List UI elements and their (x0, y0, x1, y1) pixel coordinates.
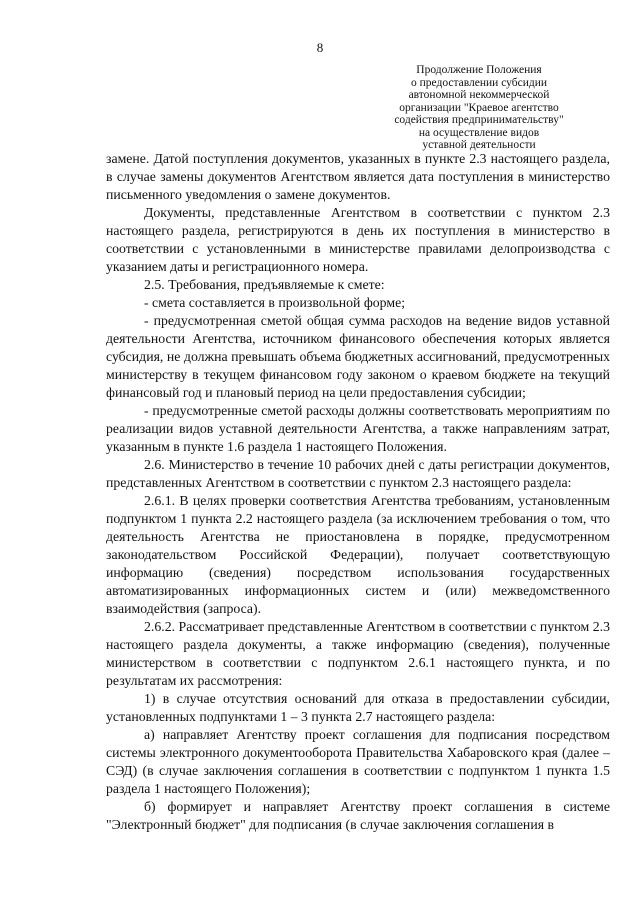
paragraph: замене. Датой поступления документов, указанных в пункте 2.3 настоящего раздела, в случае замены документов Агентством является дата поступления в министерство письменного уведомления о замене документов. (106, 151, 610, 202)
header-note (374, 64, 584, 152)
header-line: на осуществление видов (418, 126, 540, 139)
paragraph: 2.6.1. В целях проверки соответствия Агентства требованиям, установленным подпунктом 1 пункта 2.2 настоящего раздела (за исключением требования о том, что деятельность Агентства не приостановлена в порядке, предусмотренном законодательством Российской Федерации), получает соответствующую информацию (сведения) посредством использования государственных автоматизированных информационных систем и (или) межведомственного взаимодействия (запроса). (106, 493, 610, 616)
header-line: автономной некоммерческой (408, 89, 550, 101)
header-line: организации "Краевое агентство (399, 101, 559, 114)
paragraph: а) направляет Агентству проект соглашения для подписания посредством системы электронного документооборота Правительства Хабаровского края (далее – СЭД) (в случае заключения соглашения в соответствии с подпунктом 1 пункта 1.5 раздела 1 настоящего Положения); (106, 727, 610, 796)
paragraph: б) формирует и направляет Агентству проект соглашения в системе "Электронный бюджет" для подписания (в случае заключения соглашения в (106, 799, 610, 832)
document-body (106, 150, 610, 834)
paragraph: - предусмотренные сметой расходы должны соответствовать мероприятиям по реализации видов уставной деятельности Агентства, а также направлениям затрат, указанным в пункте 1.6 раздела 1 настоящего Положения. (106, 403, 610, 454)
header-line: Продолжение Положения (416, 64, 542, 76)
header-line: уставной деятельности (422, 139, 536, 151)
header-line: о предоставлении субсидии (410, 76, 548, 89)
page-number: 8 (316, 40, 324, 55)
paragraph: - смета составляется в произвольной форме; (144, 295, 406, 310)
paragraph: 1) в случае отсутствия оснований для отказа в предоставлении субсидии, установленных подпунктами 1 – 3 пункта 2.7 настоящего раздела: (106, 691, 610, 724)
paragraph: 2.6.2. Рассматривает представленные Агентством в соответствии с пунктом 2.3 настоящего раздела документы, а также информацию (сведения), полученные министерством в соответствии с подпунктом 2.6.1 настоящего пункта, и по результатам их рассмотрения: (106, 619, 610, 688)
paragraph: 2.6. Министерство в течение 10 рабочих дней с даты регистрации документов, представленных Агентством в соответствии с пунктом 2.3 настоящего раздела: (106, 457, 610, 490)
paragraph: 2.5. Требования, предъявляемые к смете: (144, 277, 385, 292)
paragraph: - предусмотренная сметой общая сумма расходов на ведение видов уставной деятельности Агентства, источником финансового обеспечения которых является субсидия, не должна превышать объема бюджетных ассигнований, предусмотренных министерству в текущем финансовом году законом о краевом бюджете на текущий финансовый год и плановый период на цели предоставления субсидии; (106, 313, 610, 400)
header-line: содействия предпринимательству" (394, 114, 564, 126)
paragraph: Документы, представленные Агентством в соответствии с пунктом 2.3 настоящего раздела, регистрируются в день их поступления в министерство в соответствии с установленными в министерстве правилами делопроизводства с указанием даты и регистрационного номера. (106, 205, 610, 274)
